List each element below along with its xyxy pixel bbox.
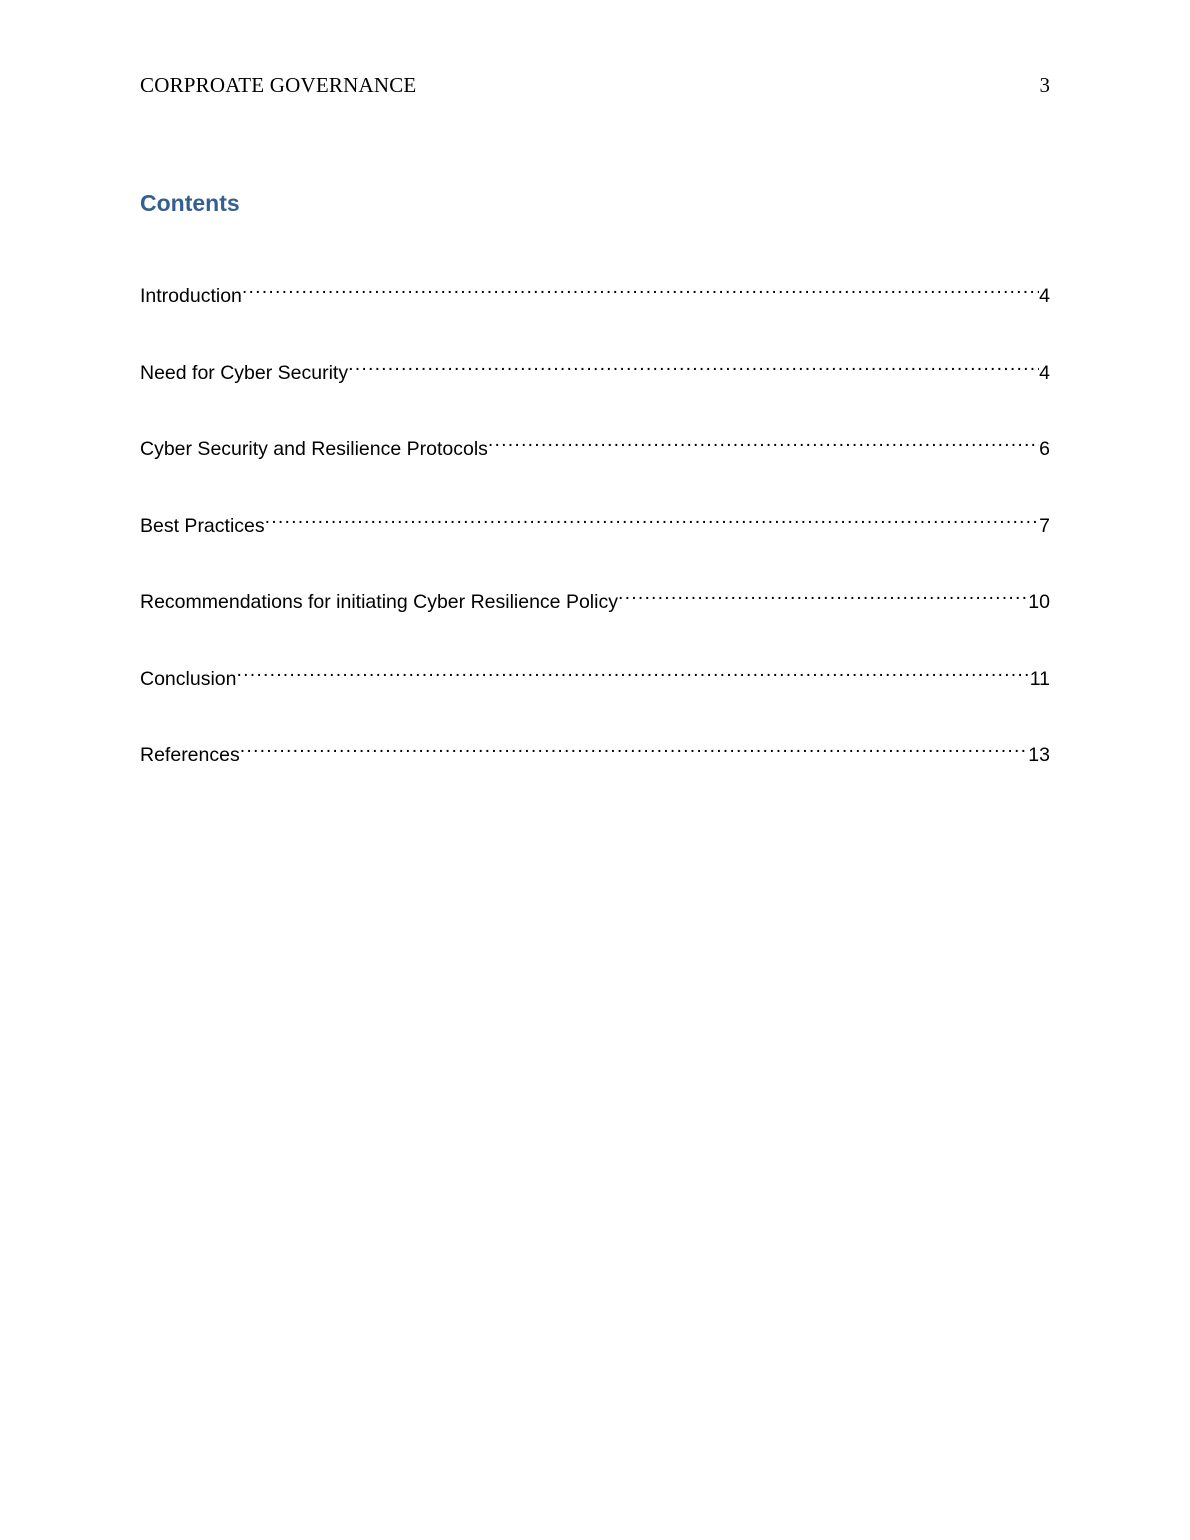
toc-entry-page: 11 [1029,667,1050,690]
toc-entry-recommendations[interactable] [140,578,1050,655]
toc-entry-title: References [140,744,240,766]
toc-entry-title: Conclusion [140,667,237,690]
toc-entry-title: Need for Cyber Security [140,361,349,384]
toc-dot-leader [618,578,1028,608]
toc-entry-page: 6 [1039,438,1050,460]
toc-entry-title: Cyber Security and Resilience Protocols [140,438,488,460]
toc-entry-conclusion[interactable] [140,655,1050,732]
toc-dot-leader [265,502,1040,532]
toc-entry-title: Recommendations for initiating Cyber Resilience Policy [140,591,618,613]
toc-entry-page: 10 [1028,591,1050,613]
toc-entry-best-practices[interactable] [140,502,1050,579]
toc-entry-need-for-cyber-security[interactable] [140,349,1050,426]
toc-entry-title: Introduction [140,285,242,307]
toc-entry-references[interactable] [140,731,1050,808]
page-number: 3 [1039,73,1050,97]
toc-entry-page: 13 [1028,744,1050,766]
toc-entry-page: 4 [1039,285,1050,307]
toc-entry-page: 7 [1039,514,1050,537]
toc-entry-page: 4 [1039,361,1050,384]
table-of-contents [140,272,1050,808]
toc-entry-cyber-security-resilience-protocols[interactable] [140,425,1050,502]
toc-entry-introduction[interactable] [140,272,1050,349]
toc-dot-leader [242,272,1039,302]
toc-heading: Contents [140,190,240,216]
toc-dot-leader [348,349,1039,379]
toc-dot-leader [240,731,1029,761]
running-head [140,70,1050,100]
toc-dot-leader [236,655,1029,685]
toc-dot-leader [488,425,1039,455]
toc-entry-title: Best Practices [140,514,265,537]
running-head-title: CORPROATE GOVERNANCE [140,73,417,97]
